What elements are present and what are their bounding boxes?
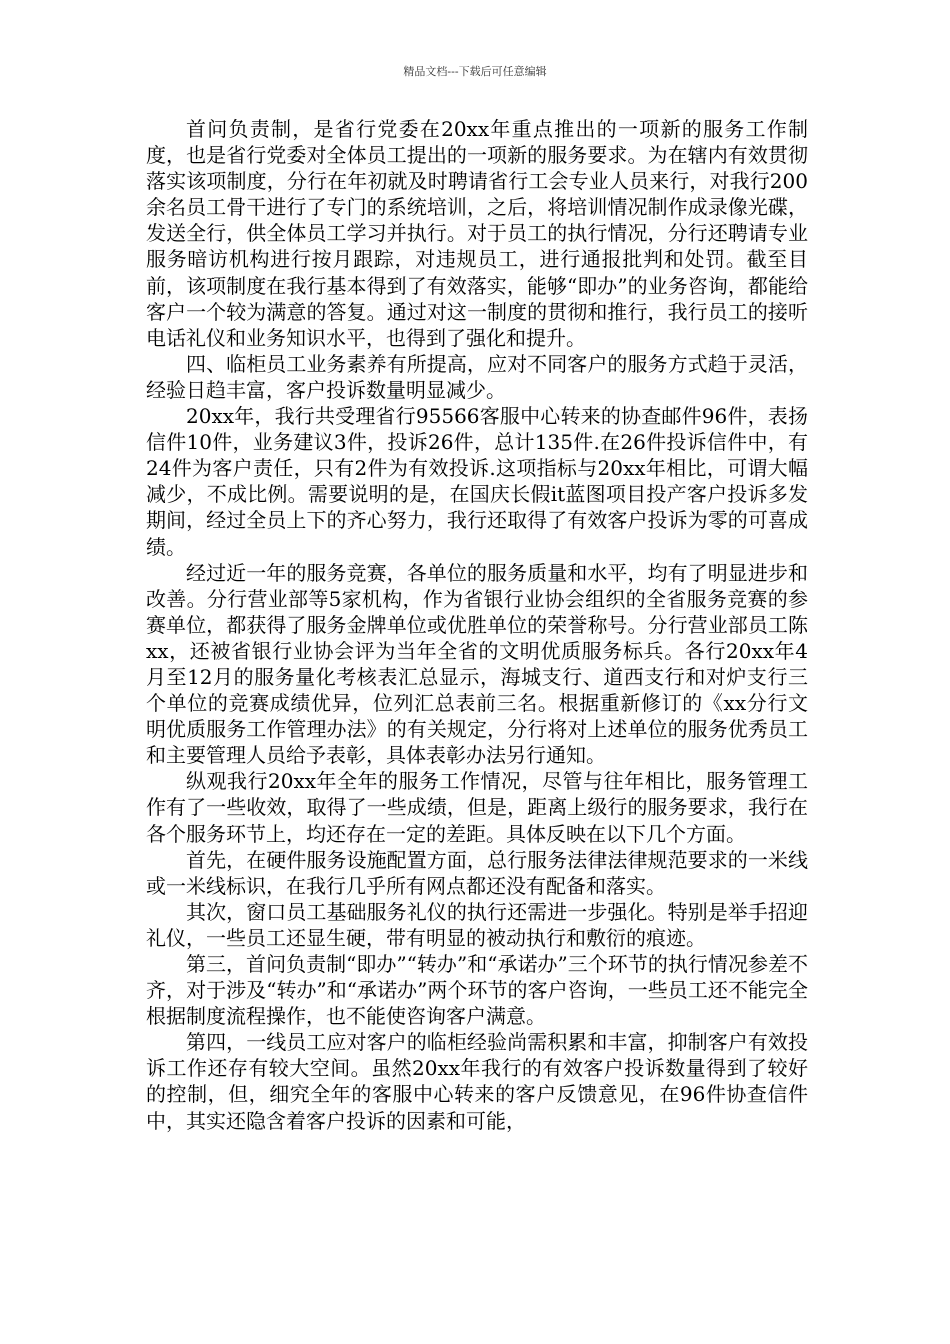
paragraph-service-competition: 经过近一年的服务竞赛，各单位的服务质量和水平，均有了明显进步和改善。分行营业部等5家机构，作为省银行业协会组织的全省服务竞赛的参赛单位，都获得了服务金牌单位或优胜单位的荣誉称号。分行营业部员工陈xx，还被省银行业协会评为当年全省的文明优质服务标兵。各行20xx年4月至12月的服务量化考核表汇总显示，海城支行、道西支行和对炉支行三个单位的竞赛成绩优异，位列汇总表前三名。根据重新修订的《xx分行文明优质服务工作管理办法》的有关规定，分行将对上述单位的服务优秀员工和主要管理人员给予表彰，具体表彰办法另行通知。: [146, 560, 808, 768]
paragraph-first-hardware: 首先，在硬件服务设施配置方面，总行服务法律法律规范要求的一米线或一米线标识，在我行几乎所有网点都还没有配备和落实。: [146, 847, 808, 898]
paragraph-fourth-counter-experience: 第四，一线员工应对客户的临柜经验尚需积累和丰富，抑制客户有效投诉工作还存有较大空间。虽然20xx年我行的有效客户投诉数量得到了较好的控制，但，细究全年的客服中心转来的客户反馈意见，在96件协查信件中，其实还隐含着客户投诉的因素和可能，: [146, 1030, 808, 1133]
paragraph-third-inquiry-execution: 第三，首问负责制“即办”“转办”和“承诺办”三个环节的执行情况参差不齐，对于涉及“转办”和“承诺办”两个环节的客户咨询，一些员工还不能完全根据制度流程操作，也不能使咨询客户满意。: [146, 952, 808, 1029]
paragraph-second-etiquette: 其次，窗口员工基础服务礼仪的执行还需进一步强化。特别是举手招迎礼仪，一些员工还显生硬，带有明显的被动执行和敷衍的痕迹。: [146, 899, 808, 950]
page-header: 精品文档---下载后可任意编辑: [403, 65, 547, 78]
paragraph-overview-gaps: 纵观我行20xx年全年的服务工作情况，尽管与往年相比，服务管理工作有了一些收效，取得了一些成绩，但是，距离上级行的服务要求，我行在各个服务环节上，均还存在一定的差距。具体反映在以下几个方面。: [146, 769, 808, 846]
paragraph-first-inquiry-responsibility: 首问负责制，是省行党委在20xx年重点推出的一项新的服务工作制度，也是省行党委对全体员工提出的一项新的服务要求。为在辖内有效贯彻落实该项制度，分行在年初就及时聘请省行工会专业人员来行，对我行200余名员工骨干进行了专门的系统培训，之后，将培训情况制作成录像光碟，发送全行，供全体员工学习并执行。对于员工的执行情况，分行还聘请专业服务暗访机构进行按月跟踪，对违规员工，进行通报批判和处罚。截至目前，该项制度在我行基本得到了有效落实，能够“即办”的业务咨询，都能给客户一个较为满意的答复。通过对这一制度的贯彻和推行，我行员工的接听电话礼仪和业务知识水平，也得到了强化和提升。: [146, 117, 808, 350]
document-body: [146, 116, 808, 1134]
paragraph-section-four-heading: 四、临柜员工业务素养有所提高，应对不同客户的服务方式趋于灵活，经验日趋丰富，客户投诉数量明显减少。: [146, 351, 808, 402]
paragraph-complaint-statistics: 20xx年，我行共受理省行95566客服中心转来的协查邮件96件，表扬信件10件，业务建议3件，投诉26件，总计135件.在26件投诉信件中，有24件为客户责任，只有2件为有效投诉.这项指标与20xx年相比，可谓大幅减少，不成比例。需要说明的是，在国庆长假it蓝图项目投产客户投诉多发期间，经过全员上下的齐心努力，我行还取得了有效客户投诉为零的可喜成绩。: [146, 404, 808, 559]
